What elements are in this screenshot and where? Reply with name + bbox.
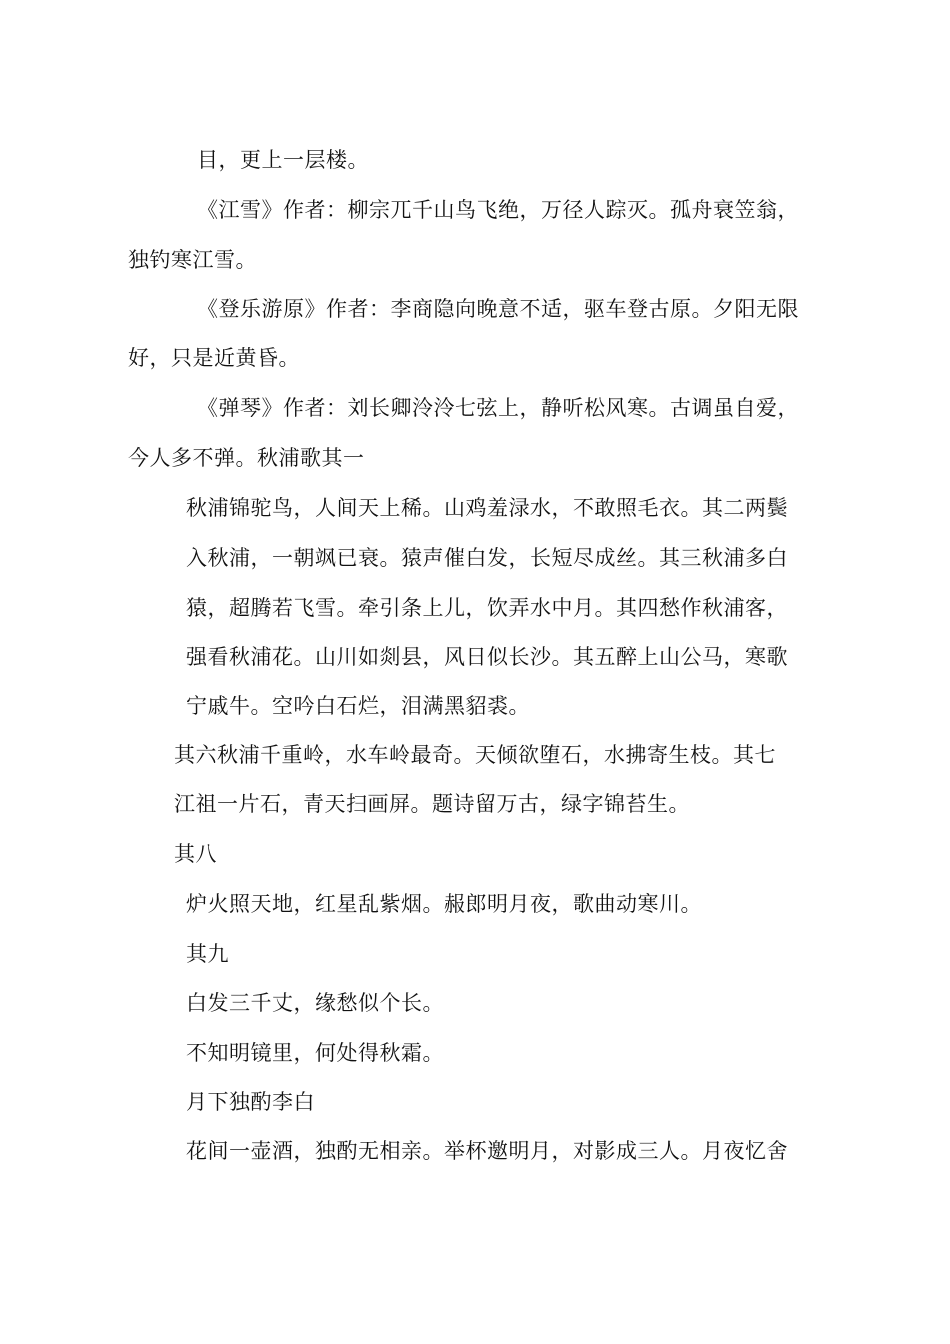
text-line: 《江雪》作者：柳宗兀千山鸟飞绝，万径人踪灭。孤舟衰笠翁，	[197, 198, 799, 222]
text-line: 江祖一片石，青天扫画屏。题诗留万古，绿字锦苔生。	[174, 792, 690, 816]
text-line: 白发三千丈，缘愁似个长。	[186, 991, 444, 1015]
text-line: 《弹琴》作者：刘长卿泠泠七弦上，静听松风寒。古调虽自爱，	[197, 396, 799, 420]
text-line: 好，只是近黄昏。	[128, 346, 300, 370]
text-line: 花间一壶酒，独酌无相亲。举杯邀明月，对影成三人。月夜忆舍	[186, 1139, 788, 1163]
text-line: 猿，超腾若飞雪。牵引条上儿，饮弄水中月。其四愁作秋浦客，	[186, 596, 788, 620]
text-line: 其九	[186, 942, 229, 966]
text-line: 不知明镜里，何处得秋霜。	[186, 1041, 444, 1065]
text-line: 月下独酌李白	[186, 1090, 315, 1114]
text-line: 独钓寒江雪。	[128, 248, 257, 272]
text-line: 目，更上一层楼。	[197, 148, 369, 172]
text-line: 强看秋浦花。山川如剡县，风日似长沙。其五醉上山公马，寒歌	[186, 645, 788, 669]
text-line: 炉火照天地，红星乱紫烟。赧郎明月夜，歌曲动寒川。	[186, 892, 702, 916]
text-line: 今人多不弹。秋浦歌其一	[128, 446, 365, 470]
text-line: 宁戚牛。空吟白石烂，泪满黑貂裘。	[186, 694, 530, 718]
text-line: 其六秋浦千重岭，水车岭最奇。天倾欲堕石，水拂寄生枝。其七	[174, 743, 776, 767]
text-line: 入秋浦，一朝飒已衰。猿声催白发，长短尽成丝。其三秋浦多白	[186, 546, 788, 570]
text-line: 秋浦锦驼鸟，人间天上稀。山鸡羞渌水，不敢照毛衣。其二两鬓	[186, 496, 788, 520]
text-line: 《登乐游原》作者：李商隐向晚意不适，驱车登古原。夕阳无限	[197, 297, 799, 321]
text-line: 其八	[174, 842, 217, 866]
